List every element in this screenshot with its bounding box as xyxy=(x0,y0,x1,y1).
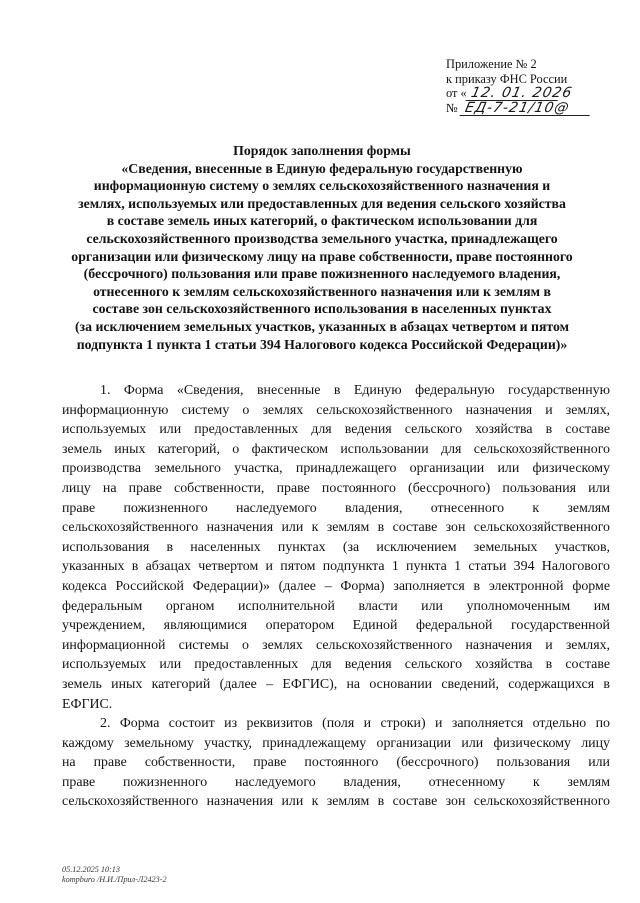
paragraph-2-line: 2. Форма состоит из реквизитов (поля и строки) и заполняется отдельно по xyxy=(100,716,610,732)
paragraph-1-line: использования в населенных пунктах (за исключением земельных участков, xyxy=(62,539,610,555)
paragraph-1-line: используемых или предоставленных для ведения сельского хозяйства в составе xyxy=(62,657,610,673)
paragraph-2-line: сельскохозяйственного назначения или к землям в составе зон сельскохозяйственного xyxy=(62,794,610,810)
paragraph-1-line: ЕФГИС. xyxy=(62,696,113,712)
paragraph-1-line: 1. Форма «Сведения, внесенные в Единую федеральную государственную xyxy=(100,383,610,398)
document-footer xyxy=(62,865,167,885)
document-title xyxy=(54,142,590,353)
footer-file-ref: kompburo /Н.И./Прил-Л2423-2 xyxy=(62,875,167,884)
paragraph-1-line: указанных в абзацах четвертом и пятом подпункта 1 пункта 1 статьи 394 Налогового xyxy=(62,559,610,575)
paragraph-2-line: праве пожизненного наследуемого владения, отнесенному к землям xyxy=(62,774,610,790)
document-body xyxy=(62,381,610,812)
handwritten-number: ЕД-7-21/10@ xyxy=(459,102,592,116)
date-prefix: от « xyxy=(446,86,467,101)
title-line: (за исключением земельных участков, указанных в абзацах четвертом и пятом xyxy=(74,318,570,334)
paragraph-2-line: каждому земельному участку, принадлежащему организации или физическому лицу xyxy=(62,735,610,751)
appendix-order-ref: к приказу ФНС России xyxy=(446,71,568,86)
appendix-date-line xyxy=(446,86,626,101)
title-line: организации или физическому лицу на праве собственности, праве постоянного xyxy=(71,248,573,264)
title-line: «Сведения, внесенные в Единую федеральную государственную xyxy=(121,160,523,176)
paragraph-1-line: информационную систему о землях сельскохозяйственного назначения и землях, xyxy=(62,402,610,418)
appendix-title: Приложение № 2 xyxy=(446,57,537,71)
title-line: Порядок заполнения формы xyxy=(233,143,411,158)
paragraph-1-line: используемых или предоставленных для ведения сельского хозяйства в составе xyxy=(62,422,610,438)
title-line: подпункта 1 пункта 1 статьи 394 Налогового кодекса Российской Федерации)» xyxy=(76,336,568,352)
title-line: (бессрочного) пользования или праве пожизненного наследуемого владения, xyxy=(83,266,561,282)
paragraph-1-line: земель иных категорий (далее – ЕФГИС), на основании сведений, содержащихся в xyxy=(62,676,610,692)
paragraph-1-line: информационной системы о землях сельскохозяйственного назначения и землях, xyxy=(62,637,610,653)
number-prefix: № xyxy=(446,101,458,116)
paragraph-1-line: лицу на праве собственности, праве постоянного (бессрочного) пользования или xyxy=(62,480,610,496)
paragraph-1-line: федеральным органом исполнительной власти или уполномоченным им xyxy=(62,598,610,614)
footer-timestamp: 05.12.2025 10:13 xyxy=(62,865,120,874)
title-line: составе зон сельскохозяйственного использования в населенных пунктах xyxy=(92,301,552,317)
paragraph-2-line: на праве собственности, праве постоянного (бессрочного) пользования или xyxy=(62,755,610,771)
appendix-number-line xyxy=(446,101,626,116)
paragraph-1-line: сельскохозяйственного назначения или к землям в составе зон сельскохозяйственного xyxy=(62,520,610,536)
title-line: в составе земель иных категорий, о фактическом использовании для xyxy=(106,213,538,229)
paragraph-1-line: кодекса Российской Федерации)» (далее – Форма) заполняется в электронной форме xyxy=(62,578,610,594)
title-line: сельскохозяйственного производства земельного участка, принадлежащего xyxy=(86,230,558,246)
title-line: информационную систему о землях сельскохозяйственного назначения и xyxy=(93,178,551,194)
handwritten-date: 12. 01. 2026 xyxy=(465,87,560,101)
paragraph-1-line: производства земельного участка, принадлежащего организации или физическому xyxy=(62,461,610,477)
paragraph-1-line: учреждением, являющимися оператором Единой федеральной государственной xyxy=(62,618,610,634)
appendix-block xyxy=(446,57,626,116)
paragraph-1-line: праве пожизненного наследуемого владения, отнесенного к землям xyxy=(62,500,610,516)
paragraph-1-line: земель иных категорий, о фактическом использовании для сельскохозяйственного xyxy=(62,441,610,457)
title-line: землях, используемых или предоставленных для ведения сельского хозяйства xyxy=(78,195,566,211)
title-line: отнесенного к землям сельскохозяйственного назначения или к землям в xyxy=(93,283,551,299)
